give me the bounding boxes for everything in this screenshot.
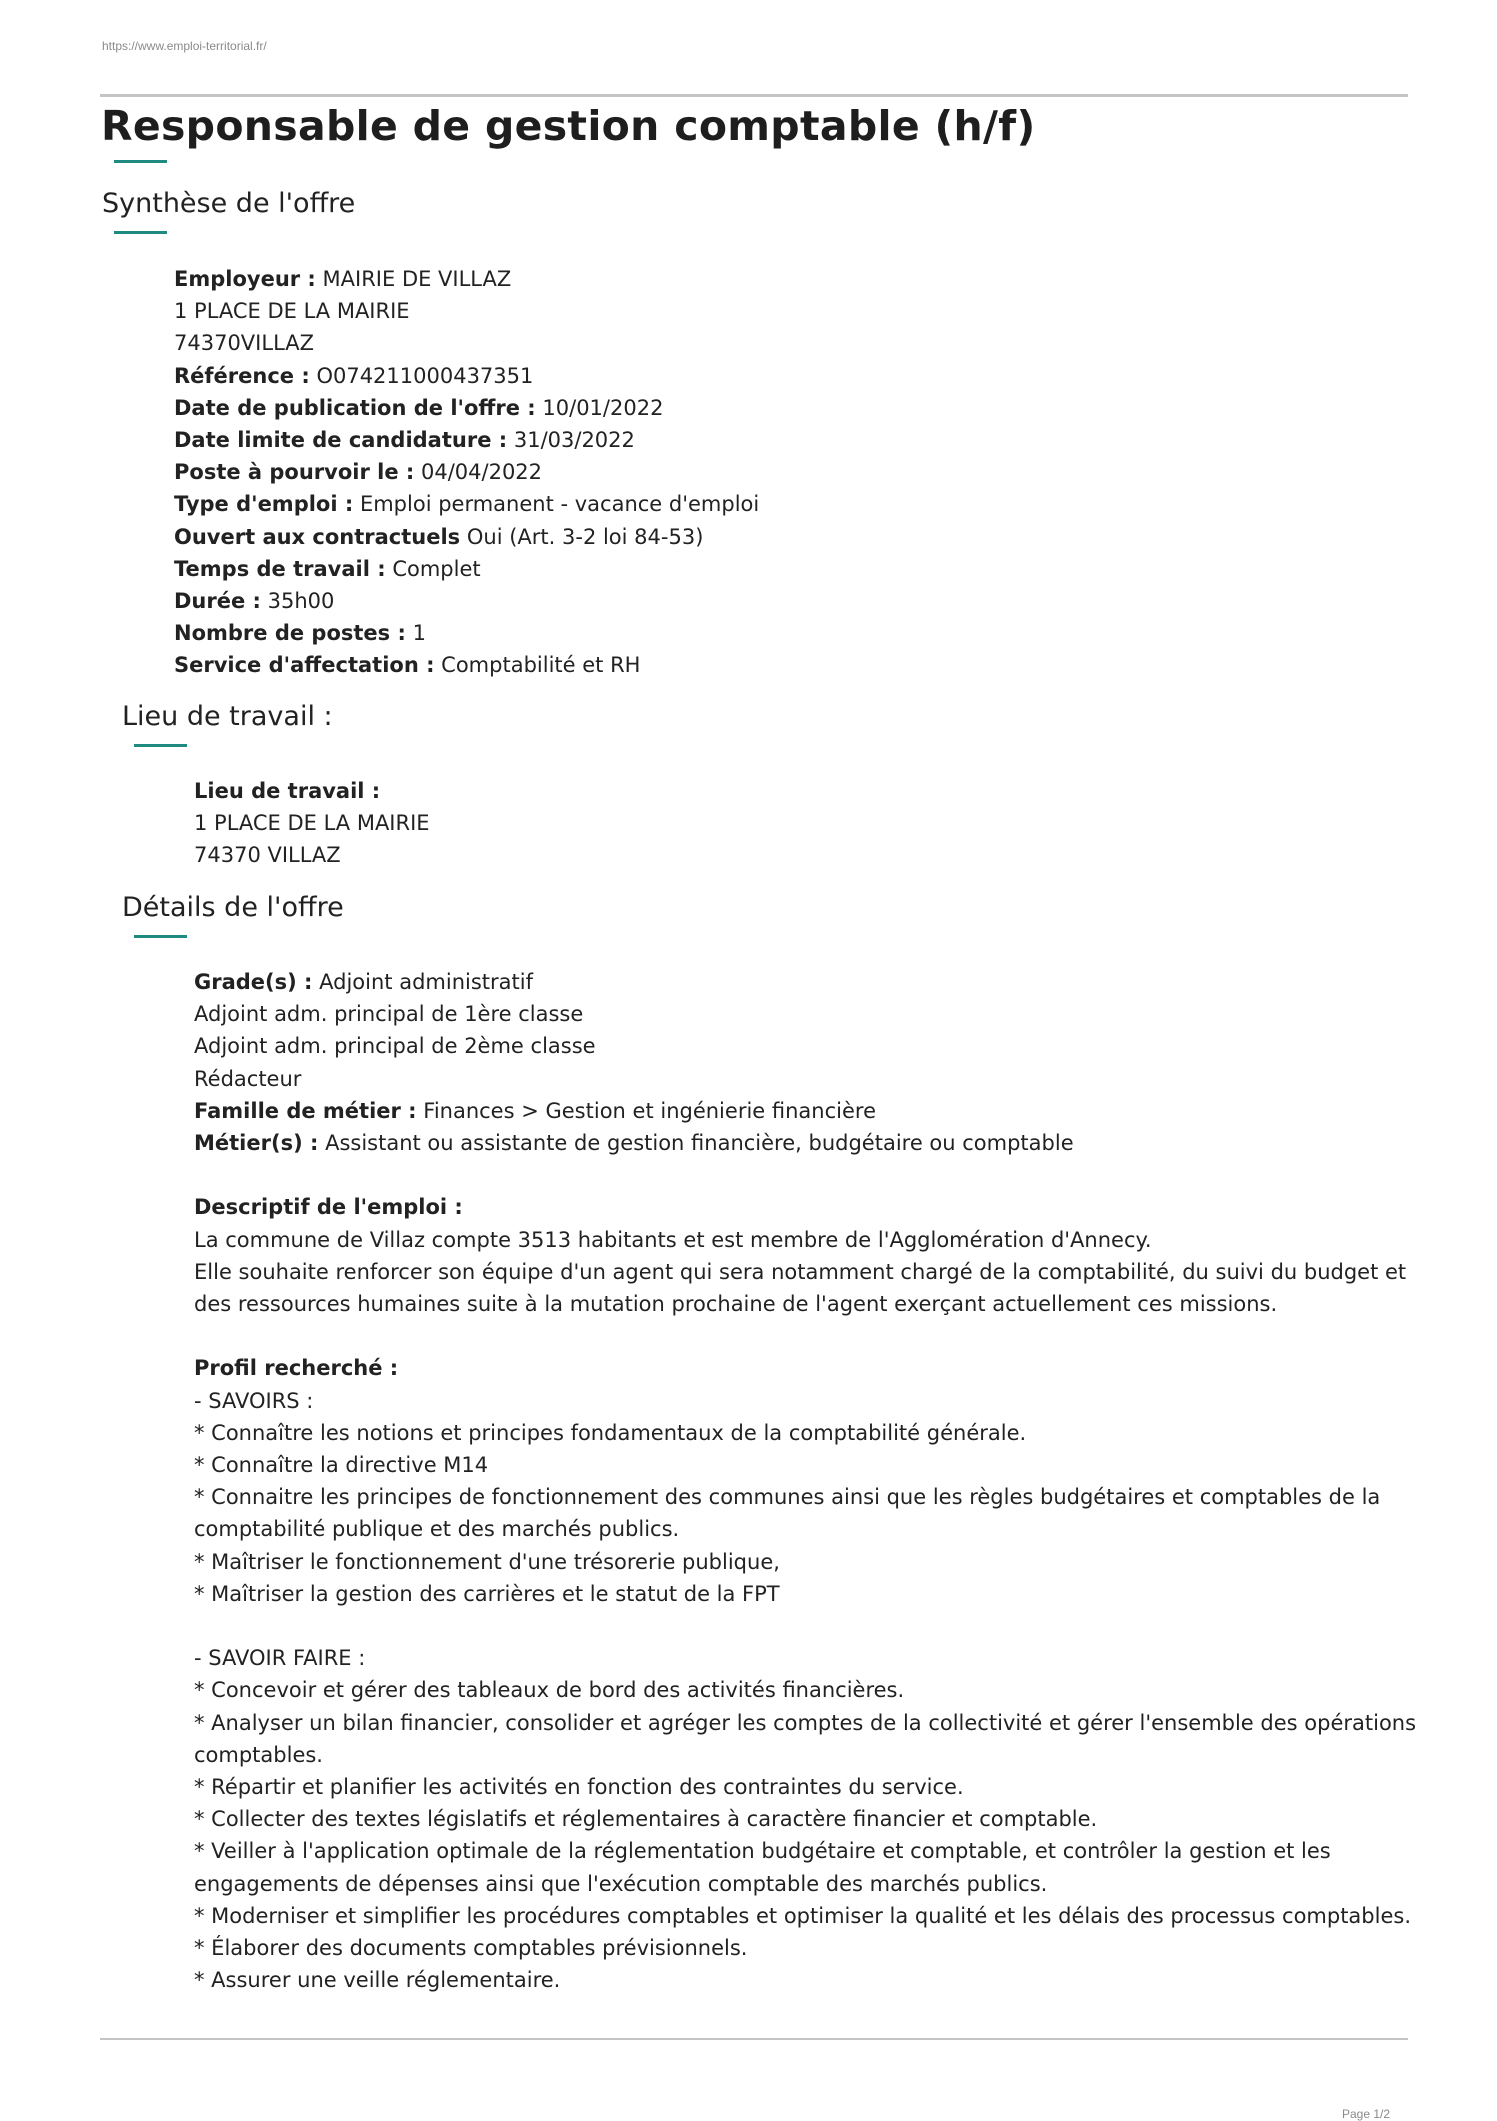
- savoir-faire-line: * Assurer une veille réglementaire.: [194, 1968, 561, 1993]
- descriptif-line: des ressources humaines suite à la mutation prochaine de l'agent exerçant actuellement ces missions.: [194, 1292, 1278, 1317]
- savoir-faire-line: * Concevoir et gérer des tableaux de bord des activités financières.: [194, 1678, 905, 1703]
- contract-row: [174, 521, 759, 553]
- service-value: Comptabilité et RH: [441, 653, 641, 678]
- section-heading-lieu: Lieu de travail :: [122, 701, 333, 732]
- employer-city: 74370VILLAZ: [174, 331, 314, 356]
- contract-value: Oui (Art. 3-2 loi 84-53): [466, 524, 704, 549]
- lieu-city: 74370 VILLAZ: [194, 843, 341, 868]
- grade-item: Rédacteur: [194, 1066, 302, 1091]
- publication-label: Date de publication de l'offre :: [174, 395, 536, 420]
- savoir-faire-line: comptables.: [194, 1742, 323, 1767]
- type-row: [174, 488, 759, 520]
- reference-label: Référence :: [174, 363, 310, 388]
- spacer: [194, 1320, 1444, 1352]
- lieu-label: Lieu de travail :: [194, 779, 381, 803]
- deadline-row: [174, 424, 759, 456]
- title-underline: [114, 160, 167, 163]
- savoir-faire-line: * Collecter des textes législatifs et réglementaires à caractère financier et comptable.: [194, 1807, 1098, 1832]
- start-row: [174, 456, 759, 488]
- descriptif-line: La commune de Villaz compte 3513 habitants et est membre de l'Agglomération d'Annecy.: [194, 1227, 1152, 1252]
- savoir-faire-line: * Veiller à l'application optimale de la réglementation budgétaire et comptable, et contrôler la gestion et les: [194, 1839, 1331, 1864]
- savoirs-line: * Connaître la directive M14: [194, 1453, 489, 1478]
- positions-label: Nombre de postes :: [174, 621, 406, 646]
- savoir-faire-line: * Moderniser et simplifier les procédures comptables et optimiser la qualité et les délais des processus comptables.: [194, 1903, 1412, 1928]
- worktime-label: Temps de travail :: [174, 556, 386, 581]
- savoirs-line: - SAVOIRS :: [194, 1388, 314, 1413]
- synthese-details: [174, 263, 759, 682]
- duration-row: [174, 585, 759, 617]
- employer-address: 1 PLACE DE LA MAIRIE: [174, 299, 410, 324]
- grade-item: Adjoint administratif: [319, 970, 533, 994]
- top-divider: [100, 94, 1408, 97]
- grade-item: Adjoint adm. principal de 2ème classe: [194, 1034, 596, 1059]
- metier-row: [194, 1127, 1444, 1159]
- duration-label: Durée :: [174, 589, 261, 614]
- savoir-faire-line: engagements de dépenses ainsi que l'exécution comptable des marchés publics.: [194, 1871, 1048, 1896]
- lieu-address: 1 PLACE DE LA MAIRIE: [194, 811, 430, 836]
- start-value: 04/04/2022: [420, 460, 543, 485]
- worktime-value: Complet: [392, 556, 481, 581]
- grades-row: [194, 966, 1444, 998]
- spacer: [194, 1159, 1444, 1191]
- worktime-row: [174, 553, 759, 585]
- profil-label: Profil recherché :: [194, 1356, 399, 1381]
- positions-row: [174, 617, 759, 649]
- descriptif-heading: [194, 1191, 1444, 1223]
- page-title: Responsable de gestion comptable (h/f): [101, 102, 1036, 150]
- publication-row: [174, 392, 759, 424]
- publication-value: 10/01/2022: [542, 395, 664, 420]
- contract-label: Ouvert aux contractuels: [174, 524, 461, 549]
- lieu-label-row: [194, 775, 430, 807]
- duration-value: 35h00: [267, 589, 335, 614]
- metier-label: Métier(s) :: [194, 1131, 319, 1156]
- savoir-faire-line: * Analyser un bilan financier, consolider et agréger les comptes de la collectivité et gérer l'ensemble des opérations: [194, 1710, 1417, 1735]
- reference-row: [174, 360, 759, 392]
- page-url: https://www.emploi-territorial.fr/: [102, 39, 267, 53]
- grades-label: Grade(s) :: [194, 970, 313, 994]
- bottom-divider: [100, 2038, 1408, 2040]
- type-label: Type d'emploi :: [174, 492, 354, 517]
- service-row: [174, 649, 759, 681]
- savoirs-line: * Connaitre les principes de fonctionnement des communes ainsi que les règles budgétaires et comptables de la: [194, 1485, 1381, 1510]
- lieu-underline: [134, 744, 187, 747]
- grade-item: Adjoint adm. principal de 1ère classe: [194, 1002, 584, 1027]
- employer-name: MAIRIE DE VILLAZ: [322, 267, 512, 291]
- spacer: [194, 1610, 1444, 1642]
- synthese-underline: [114, 231, 167, 234]
- reference-value: O074211000437351: [316, 363, 534, 388]
- savoir-faire-line: - SAVOIR FAIRE :: [194, 1646, 366, 1671]
- deadline-label: Date limite de candidature :: [174, 428, 508, 453]
- savoirs-line: * Connaître les notions et principes fondamentaux de la comptabilité générale.: [194, 1420, 1027, 1445]
- savoirs-line: comptabilité publique et des marchés publics.: [194, 1517, 680, 1542]
- details-body: [194, 966, 1444, 1996]
- deadline-value: 31/03/2022: [513, 428, 635, 453]
- savoir-faire-line: * Élaborer des documents comptables prévisionnels.: [194, 1936, 748, 1961]
- descriptif-label: Descriptif de l'emploi :: [194, 1195, 463, 1220]
- employer-label: Employeur :: [174, 267, 316, 291]
- section-heading-synthese: Synthèse de l'offre: [102, 188, 356, 219]
- page-number: Page 1/2: [1342, 2107, 1391, 2121]
- profil-heading: [194, 1352, 1444, 1384]
- service-label: Service d'affectation :: [174, 653, 435, 678]
- famille-value: Finances > Gestion et ingénierie financière: [423, 1098, 876, 1123]
- positions-value: 1: [412, 621, 426, 646]
- section-heading-details: Détails de l'offre: [122, 892, 344, 923]
- famille-label: Famille de métier :: [194, 1098, 417, 1123]
- start-label: Poste à pourvoir le :: [174, 460, 415, 485]
- savoirs-line: * Maîtriser la gestion des carrières et le statut de la FPT: [194, 1581, 780, 1606]
- employer-row: [174, 263, 759, 295]
- savoirs-line: * Maîtriser le fonctionnement d'une trésorerie publique,: [194, 1549, 780, 1574]
- type-value: Emploi permanent - vacance d'emploi: [359, 492, 760, 517]
- savoir-faire-line: * Répartir et planifier les activités en fonction des contraintes du service.: [194, 1775, 964, 1800]
- lieu-details: [194, 775, 430, 872]
- famille-row: [194, 1095, 1444, 1127]
- metier-value: Assistant ou assistante de gestion financière, budgétaire ou comptable: [325, 1131, 1074, 1156]
- details-underline: [134, 935, 187, 938]
- descriptif-line: Elle souhaite renforcer son équipe d'un agent qui sera notamment chargé de la comptabilité, du suivi du budget et: [194, 1259, 1407, 1284]
